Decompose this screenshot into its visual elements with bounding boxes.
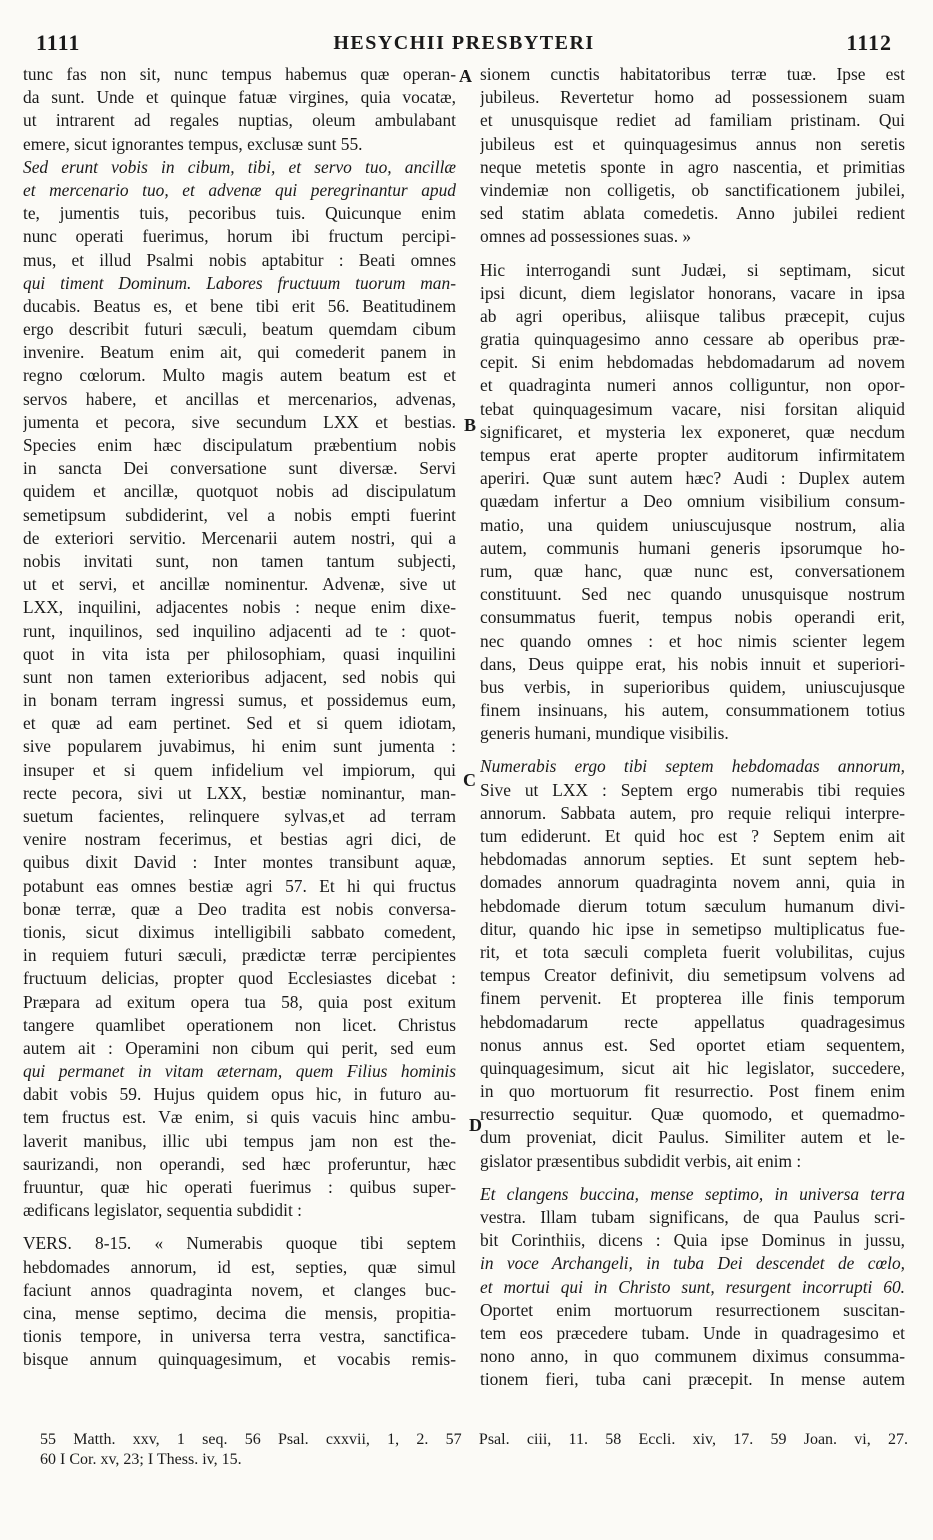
text-line: jubileus est et quinquagesimus annus non seretis (480, 133, 905, 154)
text-line: recte pecora, sivi ut LXX, bestiæ nominantur, man- (23, 782, 456, 803)
text-line: ædificans legislator, sequentia subdidit : (23, 1200, 302, 1221)
footnote-line: 55 Matth. xxv, 1 seq. 56 Psal. cxxvii, 1, 2. 57 Psal. ciii, 11. 58 Eccli. xiv, 17. 59 Joan. vi, 27. (40, 1431, 908, 1448)
text-line: LXX, inquilini, adjacentes nobis : neque enim dixe- (23, 597, 456, 618)
text-line: rit, et tota sæculi completa fuerit volubilitas, cujus (480, 941, 905, 962)
text-line: et quadraginta numeri annos colliguntur, non opor- (480, 375, 905, 396)
text-line: significaret, et mysteria lex exponeret, quæ necdum (480, 421, 905, 442)
text-line: tunc fas non sit, nunc tempus habemus quæ operan- (23, 64, 456, 84)
left-column (23, 63, 456, 1372)
text-line: finem pervenit. Et propterea ille finis temporum (480, 988, 905, 1009)
text-line: ut et servi, et ancillæ nominentur. Advenæ, sive ut (23, 574, 456, 595)
text-line: fruuntur, quæ hic operati fuerimus : quibus super- (23, 1177, 456, 1197)
text-line: in requiem futuri sæculi, prædictæ terræ percipientes (23, 945, 456, 966)
text-line: qui timent Dominum. Labores fructuum tuorum man- (23, 272, 456, 293)
text-line: bisque annum quinquagesimum, et vocabis remis- (23, 1349, 456, 1370)
text-line: insuper et si quem infidelium vel impiorum, qui (23, 759, 456, 780)
text-line: Species enim hæc discipulatum præbentium nobis (23, 435, 456, 455)
text-line: consummatus fuerit, tempus nobis operandi erit, (480, 607, 905, 628)
text-line: nono anno, in quo communem diximus consumma- (480, 1346, 905, 1367)
text-line: qui permanet in vitam æternam, quem Filius hominis (23, 1061, 456, 1082)
text-line: in voce Archangeli, in tuba Dei descendet de cœlo, (480, 1253, 905, 1274)
page-number-left: 1111 (36, 30, 81, 55)
footnote-line: 60 I Cor. xv, 23; I Thess. iv, 15. (40, 1451, 242, 1468)
text-line: saurizandi, non operandi, sed hæc proferuntur, hæc (23, 1153, 456, 1174)
text-line: quidem et ancillæ, quotquot nobis ad discipulatum (23, 481, 456, 502)
text-line: tem fructus est. Væ enim, si quis vacuis hinc ambu- (23, 1107, 456, 1128)
text-line: Hic interrogandi sunt Judæi, si septimam, sicut (480, 259, 905, 280)
text-line: matio, una quidem uniuscujusque nostrum, alia (480, 514, 905, 535)
text-line: in quo mortuorum fit resurrectio. Post finem enim (480, 1081, 905, 1102)
text-line: quot in vita ista per philosophiam, quasi inquilini (23, 643, 456, 664)
text-line: rum, quæ hanc, quæ nunc est, conversationem (480, 560, 905, 581)
text-line: jubileus. Revertetur homo ad possessionem suam (480, 87, 905, 108)
text-line: semetipsum subdiderint, vel a nobis empti fuerint (23, 504, 456, 525)
text-line: sive popularem juvabimus, hi enim sunt jumenta : (23, 736, 456, 757)
text-line: sionem cunctis habitatoribus terræ tuæ. Ipse est (480, 64, 905, 84)
text-line: bus verbis, in superioribus quidem, uniuscujusque (480, 676, 905, 697)
text-line: ditur, quando hic ipse in semetipso multiplicatus fue- (480, 918, 905, 939)
margin-marker-a: A (459, 66, 472, 86)
text-line: de exteriori servitio. Mercenarii autem nostri, qui a (23, 527, 456, 548)
text-line: et mercenario tuo, et advenæ qui peregrinantur apud (23, 179, 456, 200)
text-line: nonus annus est. Sed oportet etiam sequentem, (480, 1034, 905, 1055)
text-line: ergo describit futuri sæculi, beatum quemdam cibum (23, 319, 456, 340)
text-line: fructuum delicias, propter quod Ecclesiastes dicebat : (23, 968, 456, 989)
text-line: Præpara ad exitum opera tua 58, quia post exitum (23, 991, 456, 1012)
text-line: constituunt. Sed nec quando unusquisque nostrum (480, 584, 905, 605)
text-line: nec quando omnes : et hoc nimis scienter legem (480, 630, 905, 651)
text-line: Sed erunt vobis in cibum, tibi, et servo tuo, ancillæ (23, 156, 456, 177)
text-line: hebdomadarum recte appellatus quadragesimus (480, 1011, 905, 1032)
text-line: faciunt annos quadraginta novem, et clanges buc- (23, 1279, 456, 1300)
text-line: in bonam terram ingressi sumus, et possidemus eum, (23, 690, 456, 711)
text-line: dum proveniat, dicit Paulus. Similiter autem et le- (480, 1127, 905, 1148)
text-line: tionis, sicut diximus intelligibili sabbato comedent, (23, 921, 456, 942)
text-line: Numerabis ergo tibi septem hebdomadas annorum, (480, 756, 905, 777)
text-line: sed statim ablata comedetis. Anno jubilei redient (480, 203, 905, 224)
text-line: jumenta et pecora, sive secundum LXX et bestias. (23, 411, 456, 432)
text-line: hebdomades annorum, id est, septies, quæ simul (23, 1256, 456, 1277)
text-line: potabunt eas omnes bestiæ agri 57. Et hi qui fructus (23, 875, 456, 896)
text-line: tem eos præcedere tubam. Unde in quadragesimo et (480, 1322, 905, 1343)
page-header (36, 30, 892, 62)
text-line: tempus Creator definivit, diu semetipsum volvens ad (480, 965, 905, 986)
text-line: Et clangens buccina, mense septimo, in universa terra (480, 1183, 905, 1204)
footnotes (40, 1430, 908, 1470)
text-line: autem ait : Operamini non cibum qui perit, sed eum (23, 1037, 456, 1058)
text-line: annorum. Sabbata autem, pro requie reliqui interpre- (480, 802, 905, 823)
text-line: ipsi dicunt, diem legislator honorans, vacare in ipsa (480, 282, 905, 303)
text-line: et mortui qui in Christo sunt, resurgent incorrupti 60. (480, 1276, 905, 1297)
text-line: runt, inquilinos, sed inquilino adjacenti ad te : quot- (23, 620, 456, 641)
text-line: te, jumentis tuis, pecoribus tuis. Quicunque enim (23, 203, 456, 224)
text-line: mus, et illud Psalmi nobis aptabitur : Beati omnes (23, 249, 456, 270)
text-line: ab agri operibus, aliisque talibus præcepit, cujus (480, 305, 905, 326)
running-title: HESYCHII PRESBYTERI (333, 32, 595, 54)
right-column (480, 63, 905, 1392)
margin-marker-b: B (464, 415, 477, 435)
text-line: bonæ terræ, quæ a Deo tradita est nobis conversa- (23, 898, 456, 919)
text-line: cepit. Si enim hebdomadas hebdomadarum ad novem (480, 352, 905, 373)
text-line: autem, communis humani generis ipsorumque ho- (480, 537, 905, 558)
text-line: nunc operati fuerimus, horum ibi fructum percipi- (23, 226, 456, 247)
paragraph-gap (480, 745, 905, 755)
text-line: venire nostram fecerimus, et bestias agri dici, de (23, 829, 456, 850)
text-line: nobis invitati sunt, non tamen tantum subjecti, (23, 550, 456, 571)
text-line: generis humani, mundique visibilis. (480, 723, 729, 744)
text-line: vindemiæ non colligetis, ob sanctificationem jubilei, (480, 179, 905, 200)
text-line: tionem fieri, tuba cani præcepit. In mense autem (480, 1369, 905, 1390)
margin-marker-d: D (469, 1115, 482, 1135)
text-line: hebdomade dierum totum sæculum humanum divi- (480, 895, 905, 916)
text-line: et unusquisque rediet ad familiam pristinam. Qui (480, 110, 905, 131)
text-line: laverit manibus, illic ubi tempus jam non est the- (23, 1130, 456, 1151)
text-line: servos habere, et ancillas et mercenarios, advenas, (23, 388, 456, 409)
text-line: suetum facientes, relinquere sylvas,et ad terram (23, 806, 456, 826)
text-line: omnes ad possessiones suas. » (480, 226, 692, 247)
text-line: tebat quinquagesimum vacare, nisi forsitan aliquid (480, 398, 905, 419)
text-line: tum ediderunt. Et quid hoc est ? Septem enim ait (480, 826, 905, 846)
text-line: tangere quamlibet operationem non licet. Christus (23, 1014, 456, 1035)
text-line: et quæ ad eam pertinet. Sed et si quem idiotam, (23, 713, 456, 734)
text-line: hebdomadas annorum septies. Et sunt septem heb- (480, 849, 905, 870)
page-number-right: 1112 (846, 30, 892, 55)
text-line: resurrectio sequitur. Quæ quomodo, et quemadmo- (480, 1104, 905, 1125)
text-line: invenire. Beatum enim ait, qui comederit panem in (23, 342, 456, 363)
text-line: quinquagesimum, sicut ait hic legislator, succedere, (480, 1057, 905, 1078)
text-line: finem insinuans, his autem, consummationem totius (480, 700, 905, 721)
text-line: ducabis. Beatus es, et bene tibi erit 56. Beatitudinem (23, 295, 456, 316)
text-line: dabit vobis 59. Hujus quidem opus hic, in futuro au- (23, 1084, 456, 1105)
text-line: bit Corinthiis, dicens : Quia ipse Dominus in jussu, (480, 1230, 905, 1251)
paragraph-gap (23, 1222, 456, 1232)
paragraph-gap (480, 1173, 905, 1183)
text-line: neque metetis sponte in agro nascentia, et primitias (480, 156, 905, 177)
text-line: quibus dixit David : Inter montes transibunt aquæ, (23, 852, 456, 873)
text-line: da sunt. Unde et quinque fatuæ virgines, quia vocatæ, (23, 87, 456, 108)
text-line: regno cœlorum. Multo magis autem beatum est et (23, 365, 456, 386)
text-line: cina, mense septimo, decima die mensis, propitia- (23, 1302, 456, 1323)
text-line: Sive ut LXX : Septem ergo numerabis tibi requies (480, 779, 905, 800)
text-line: tionis tempore, in universa terra vestra, sanctifica- (23, 1326, 456, 1347)
text-line: sunt non tamen exterioribus adjacent, sed nobis qui (23, 666, 456, 687)
text-line: tempus erat aperte propter auditorum infirmitatem (480, 445, 905, 465)
text-line: dans, Deus quippe erat, his nobis innuit et superiori- (480, 653, 905, 674)
text-line: gislator præsentibus subdidit verbis, ait enim : (480, 1150, 802, 1171)
text-line: ut intrarent ad regales nuptias, oleum ambulabant (23, 110, 456, 131)
text-line: vestra. Illam tubam significans, de qua Paulus scri- (480, 1207, 905, 1227)
text-line: aperiri. Quæ sunt autem hæc? Audi : Duplex autem (480, 468, 905, 489)
text-line: gratia quinquagesimo anno cessare ab operibus præ- (480, 329, 905, 350)
text-line: in sancta Dei conversatione sunt diversæ. Servi (23, 458, 456, 479)
margin-marker-c: C (463, 770, 476, 790)
paragraph-gap (480, 249, 905, 259)
text-line: domades annorum quadraginta novem anni, quia in (480, 872, 905, 893)
text-line: VERS. 8-15. « Numerabis quoque tibi septem (23, 1233, 456, 1254)
text-line: quædam infertur a Deo omnium visibilium consum- (480, 491, 905, 512)
text-line: Oportet enim mortuorum resurrectionem suscitan- (480, 1299, 905, 1320)
text-line: emere, sicut ignorantes tempus, exclusæ sunt 55. (23, 133, 363, 154)
